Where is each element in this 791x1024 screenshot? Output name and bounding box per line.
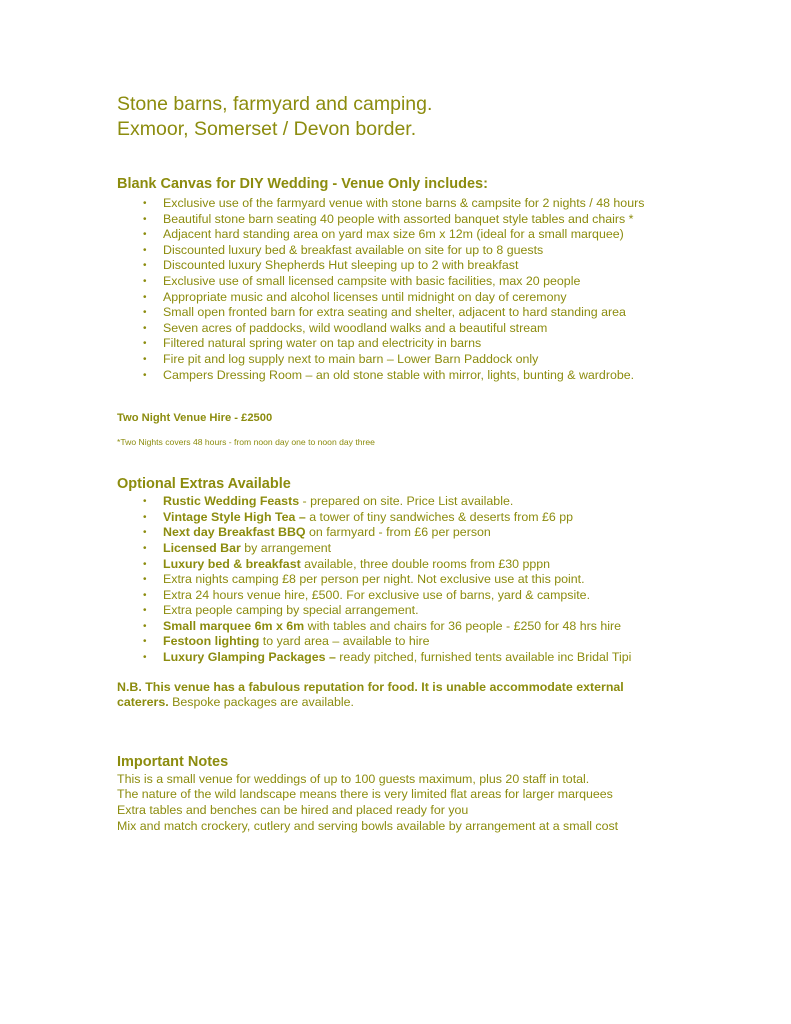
- list-item: • Discounted luxury Shepherds Hut sleeping up to 2 with breakfast: [143, 258, 519, 273]
- bullet-icon: •: [143, 574, 147, 586]
- list-item: • Rustic Wedding Feasts - prepared on site. Price List available.: [143, 494, 514, 509]
- bullet-icon: •: [143, 322, 147, 334]
- bullet-icon: •: [143, 636, 147, 648]
- bullet-icon: •: [143, 198, 147, 209]
- list-item: • Festoon lighting to yard area – available to hire: [143, 634, 430, 649]
- list-item: • Seven acres of paddocks, wild woodland walks and a beautiful stream: [143, 320, 548, 335]
- list-item: • Licensed Bar by arrangement: [143, 540, 332, 555]
- bullet-icon: •: [143, 275, 147, 287]
- bullet-icon: •: [143, 338, 147, 350]
- list-item: • Extra people camping by special arrangement.: [143, 603, 419, 618]
- venue-heading: Blank Canvas for DIY Wedding - Venue Only includes:: [117, 176, 488, 192]
- note-line: The nature of the wild landscape means there is very limited flat areas for larger marquees: [117, 787, 613, 802]
- bullet-icon: •: [143, 260, 147, 272]
- bullet-icon: •: [143, 496, 147, 508]
- bullet-icon: •: [143, 307, 147, 319]
- bullet-icon: •: [143, 511, 147, 523]
- bullet-icon: •: [143, 527, 147, 539]
- list-item: • Extra 24 hours venue hire, £500. For exclusive use of barns, yard & campsite.: [143, 587, 591, 602]
- bullet-icon: •: [143, 652, 147, 664]
- list-item: • Fire pit and log supply next to main barn – Lower Barn Paddock only: [143, 351, 539, 366]
- bullet-icon: •: [143, 620, 147, 632]
- bullet-icon: •: [143, 213, 147, 225]
- extras-heading: Optional Extras Available: [117, 476, 291, 493]
- list-item: • Exclusive use of the farmyard venue with stone barns & campsite for 2 nights / 48 hours: [143, 196, 645, 210]
- optional-extras-list: [117, 494, 737, 666]
- list-item: • Campers Dressing Room – an old stone stable with mirror, lights, bunting & wardrobe.: [143, 367, 635, 382]
- bullet-icon: •: [143, 558, 147, 570]
- list-item: • Exclusive use of small licensed campsite with basic facilities, max 20 people: [143, 273, 581, 288]
- bullet-icon: •: [143, 369, 147, 381]
- bullet-icon: •: [143, 244, 147, 256]
- bullet-icon: •: [143, 542, 147, 554]
- list-item: • Appropriate music and alcohol licenses until midnight on day of ceremony: [143, 289, 567, 304]
- list-item: • Adjacent hard standing area on yard max size 6m x 12m (ideal for a small marquee): [143, 227, 624, 242]
- bullet-icon: •: [143, 589, 147, 601]
- title-line-1: Stone barns, farmyard and camping.: [117, 93, 433, 115]
- list-item: • Filtered natural spring water on tap and electricity in barns: [143, 336, 482, 351]
- note-line: Mix and match crockery, cutlery and serving bowls available by arrangement at a small cost: [117, 818, 619, 833]
- list-item: • Extra nights camping £8 per person per night. Not exclusive use at this point.: [143, 572, 585, 587]
- document-title: [117, 92, 737, 142]
- note-line: This is a small venue for weddings of up to 100 guests maximum, plus 20 staff in total.: [117, 771, 590, 786]
- venue-includes-list: [117, 196, 737, 383]
- list-item: • Discounted luxury bed & breakfast available on site for up to 8 guests: [143, 242, 544, 257]
- list-item: • Luxury bed & breakfast available, three double rooms from £30 pppn: [143, 556, 551, 571]
- list-item: • Vintage Style High Tea – a tower of tiny sandwiches & deserts from £6 pp: [143, 509, 573, 524]
- note-line: Extra tables and benches can be hired and placed ready for you: [117, 803, 469, 818]
- notes-heading: Important Notes: [117, 753, 229, 770]
- catering-note-bold: N.B. This venue has a fabulous reputation for food. It is unable accommodate external caterers.: [117, 679, 624, 710]
- price-footnote: *Two Nights covers 48 hours - from noon day one to noon day three: [117, 437, 375, 448]
- list-item: • Small open fronted barn for extra seating and shelter, adjacent to hard standing area: [143, 305, 626, 320]
- venue-price: Two Night Venue Hire - £2500: [117, 412, 273, 425]
- list-item: • Next day Breakfast BBQ on farmyard - from £6 per person: [143, 525, 491, 540]
- bullet-icon: •: [143, 353, 147, 365]
- list-item: • Luxury Glamping Packages – ready pitched, furnished tents available inc Bridal Tipi: [143, 650, 632, 665]
- catering-note-rest: Bespoke packages are available.: [168, 695, 354, 710]
- document-page: [117, 92, 737, 834]
- title-line-2: Exmoor, Somerset / Devon border.: [117, 118, 417, 140]
- bullet-icon: •: [143, 229, 147, 241]
- important-notes: [117, 772, 737, 834]
- bullet-icon: •: [143, 605, 147, 617]
- catering-note: [117, 680, 677, 711]
- bullet-icon: •: [143, 291, 147, 303]
- list-item: • Small marquee 6m x 6m with tables and chairs for 36 people - £250 for 48 hrs hire: [143, 618, 622, 633]
- list-item: • Beautiful stone barn seating 40 people with assorted banquet style tables and chairs *: [143, 211, 634, 226]
